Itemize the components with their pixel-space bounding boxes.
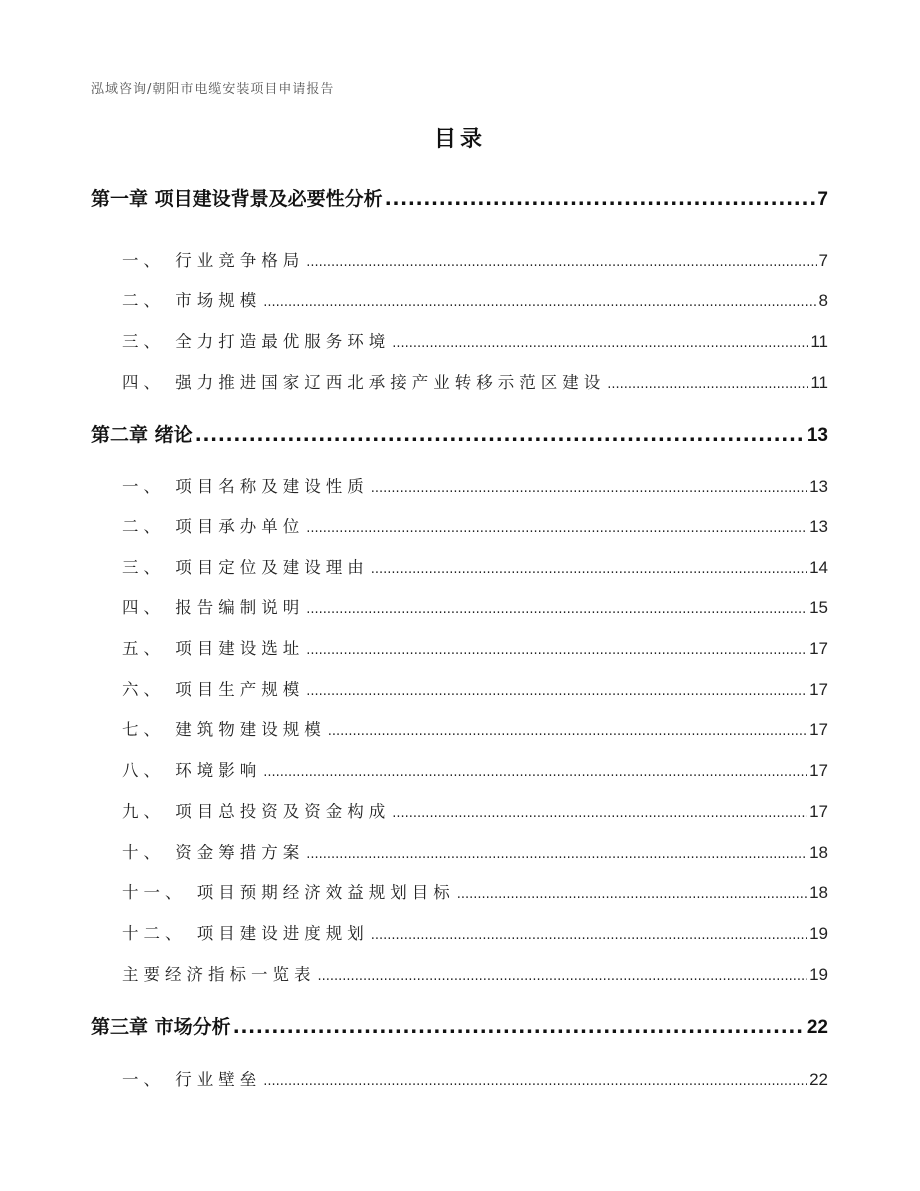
toc-section-entry[interactable]	[122, 716, 828, 740]
toc-entry-label: 九、 项目总投资及资金构成	[122, 802, 391, 821]
toc-section-entry[interactable]	[122, 676, 828, 700]
toc-entry-page-number: 17	[809, 680, 828, 699]
toc-entry-label: 第三章 市场分析	[91, 1016, 231, 1038]
dot-leader	[306, 521, 807, 536]
dot-leader	[263, 1074, 807, 1089]
dot-leader	[318, 969, 808, 984]
toc-entry-page-number: 17	[809, 802, 828, 821]
toc-entry-label: 三、 项目定位及建设理由	[122, 558, 369, 577]
toc-entry-page-number: 14	[809, 558, 828, 577]
toc-section-entry[interactable]	[122, 594, 828, 618]
toc-section-entry[interactable]	[122, 879, 828, 903]
toc-entry-page-number: 13	[806, 425, 828, 446]
dot-leader	[371, 928, 807, 943]
dot-leader	[306, 847, 807, 862]
dot-leader	[233, 1016, 805, 1038]
toc-entry-label: 六、 项目生产规模	[122, 680, 305, 699]
dot-leader	[385, 188, 816, 210]
toc-entry-label: 第一章 项目建设背景及必要性分析	[91, 188, 383, 210]
dot-leader	[195, 424, 805, 446]
toc-entry-page-number: 18	[809, 843, 828, 862]
toc-chapter-entry[interactable]	[91, 184, 828, 211]
dot-leader	[371, 481, 807, 496]
toc-entry-label: 三、 全力打造最优服务环境	[122, 332, 391, 351]
toc-entry-page-number: 11	[810, 373, 828, 392]
toc-section-entry[interactable]	[122, 473, 828, 497]
toc-entry-label: 十、 资金筹措方案	[122, 843, 305, 862]
toc-section-entry[interactable]	[122, 247, 828, 271]
toc-chapter-entry[interactable]	[91, 420, 828, 447]
dot-leader	[263, 295, 816, 310]
toc-chapter-entry[interactable]	[91, 1012, 828, 1039]
toc-entry-label: 二、 市场规模	[122, 291, 262, 310]
toc-entry-label: 五、 项目建设选址	[122, 639, 305, 658]
toc-entry-label: 十一、 项目预期经济效益规划目标	[122, 883, 455, 902]
toc-entry-label: 七、 建筑物建设规模	[122, 720, 326, 739]
toc-entry-page-number: 22	[806, 1017, 828, 1038]
toc-section-entry[interactable]	[122, 554, 828, 578]
toc-section-entry[interactable]	[122, 920, 828, 944]
toc-entry-page-number: 8	[818, 291, 828, 310]
toc-entry-label: 一、 行业竞争格局	[122, 251, 305, 270]
dot-leader	[306, 602, 807, 617]
dot-leader	[306, 255, 816, 270]
toc-entry-label: 第二章 绪论	[91, 424, 193, 446]
toc-entry-label: 一、 行业壁垒	[122, 1070, 262, 1089]
toc-entry-page-number: 13	[809, 517, 828, 536]
toc-section-entry[interactable]	[122, 328, 828, 352]
toc-entry-label: 八、 环境影响	[122, 761, 262, 780]
toc-title: 目录	[433, 127, 486, 152]
toc-section-entry[interactable]	[122, 635, 828, 659]
toc-entry-label: 二、 项目承办单位	[122, 517, 305, 536]
toc-entry-page-number: 22	[809, 1070, 828, 1089]
toc-entry-page-number: 11	[810, 332, 828, 351]
dot-leader	[457, 887, 807, 902]
dot-leader	[306, 643, 807, 658]
dot-leader	[392, 336, 808, 351]
toc-entry-label: 四、 强力推进国家辽西北承接产业转移示范区建设	[122, 373, 606, 392]
toc-entry-page-number: 17	[809, 720, 828, 739]
dot-leader	[371, 562, 807, 577]
toc-section-entry[interactable]	[122, 1066, 828, 1090]
toc-section-entry[interactable]	[122, 757, 828, 781]
toc-section-entry[interactable]	[122, 961, 828, 985]
toc-section-entry[interactable]	[122, 798, 828, 822]
toc-entry-page-number: 15	[809, 598, 828, 617]
toc-entry-label: 十二、 项目建设进度规划	[122, 924, 369, 943]
toc-section-entry[interactable]	[122, 369, 828, 393]
dot-leader	[607, 377, 808, 392]
dot-leader	[306, 684, 807, 699]
toc-entry-label: 一、 项目名称及建设性质	[122, 477, 369, 496]
toc-entry-page-number: 19	[809, 924, 828, 943]
toc-entry-page-number: 7	[818, 251, 828, 270]
toc-section-entry[interactable]	[122, 513, 828, 537]
toc-section-entry[interactable]	[122, 287, 828, 311]
toc-entry-page-number: 13	[809, 477, 828, 496]
toc-entry-label: 四、 报告编制说明	[122, 598, 305, 617]
toc-section-entry[interactable]	[122, 839, 828, 863]
dot-leader	[392, 806, 807, 821]
toc-entry-page-number: 17	[809, 639, 828, 658]
toc-entry-page-number: 17	[809, 761, 828, 780]
running-header: 泓域咨询/朝阳市电缆安装项目申请报告	[91, 82, 335, 97]
toc-entry-page-number: 7	[817, 189, 828, 210]
dot-leader	[328, 724, 807, 739]
dot-leader	[263, 765, 807, 780]
toc-entry-label: 主要经济指标一览表	[122, 965, 316, 984]
toc-entry-page-number: 18	[809, 883, 828, 902]
toc-entry-page-number: 19	[809, 965, 828, 984]
